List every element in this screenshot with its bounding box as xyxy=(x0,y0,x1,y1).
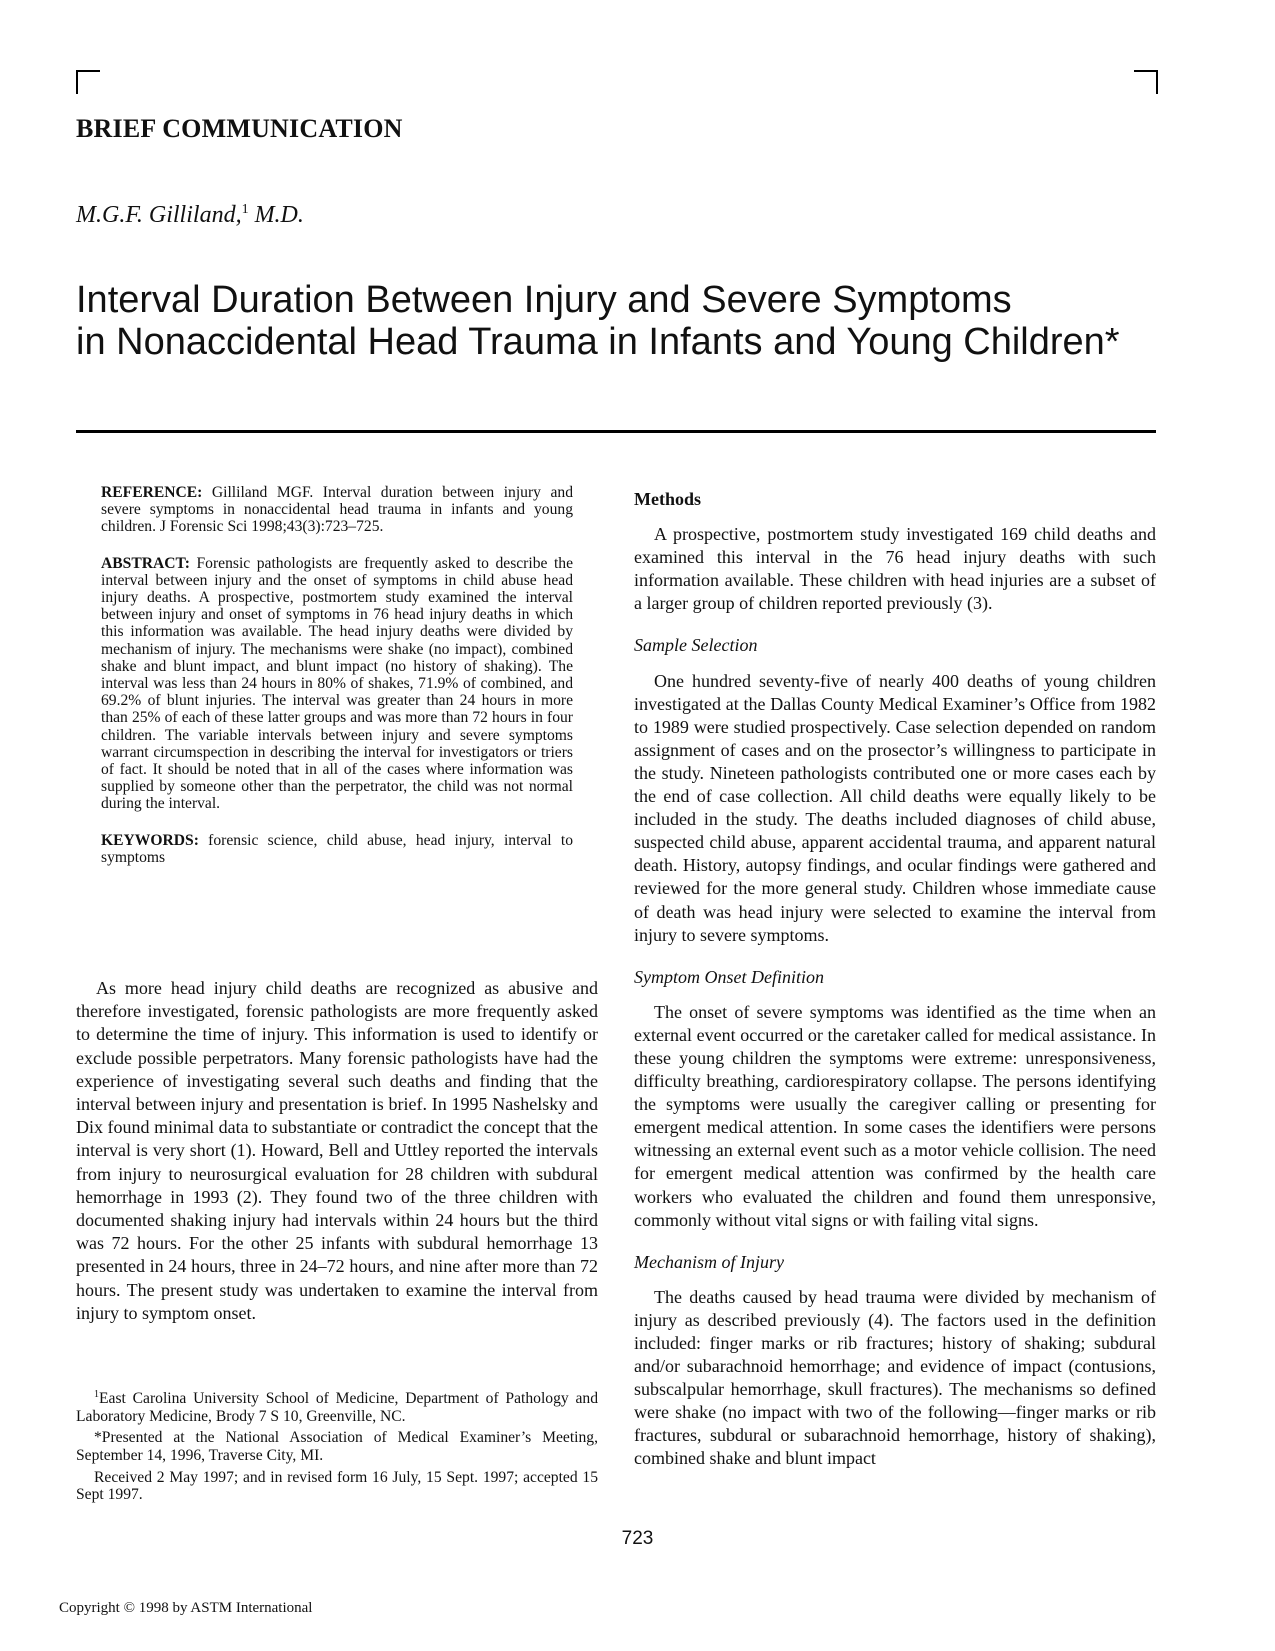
sample-selection-paragraph: One hundred seventy-five of nearly 400 deaths of young children investigated at the Dallas County Medical Examiner’s Office from 1982 to 1989 were studied prospectively. Case selection depended on random assignment of cases and on the prosector’s willingness to participate in the study. Nineteen pathologists contributed one or more cases each by the end of case collection. All child deaths were equally likely to be included in the study. The deaths included diagnoses of child abuse, suspected child abuse, apparent accidental trauma, and apparent natural death. History, autopsy findings, and ocular findings were gathered and reviewed for the more general study. Children whose immediate cause of death was head injury were selected to examine the interval from injury to severe symptoms. xyxy=(634,670,1156,945)
intro-paragraph: As more head injury child deaths are recognized as abusive and therefore investigated, forensic pathologists are more frequently asked to determine the time of injury. This information is used to identify or exclude possible perpetrators. Many forensic pathologists have had the experience of investigating several such deaths and finding that the interval between injury and presentation is brief. In 1995 Nashelsky and Dix found minimal data to substantiate or contradict the concept that the interval is very short (1). Howard, Bell and Uttley reported the intervals from injury to neurosurgical evaluation for 28 children with subdural hemorrhage in 1993 (2). They found two of the three children with documented shaking injury had intervals within 24 hours but the third was 72 hours. For the other 25 infants with subdural hemorrhage 13 presented in 24 hours, three in 24–72 hours, and nine after more than 72 hours. The present study was undertaken to examine the interval from injury to symptom onset. xyxy=(76,978,598,1323)
methods-heading: Methods xyxy=(634,489,701,509)
keywords-label: KEYWORDS: xyxy=(101,831,199,849)
abstract-block xyxy=(101,484,573,885)
footnote-affiliation-text: East Carolina University School of Medicine, Department of Pathology and Laboratory Medicine, Brody 7 S 10, Greenville, NC. xyxy=(76,1390,598,1425)
reference-label: REFERENCE: xyxy=(101,484,203,501)
title-line-2: in Nonaccidental Head Trauma in Infants and Young Children* xyxy=(76,321,1120,363)
keywords-paragraph xyxy=(101,832,573,866)
reference-text: Gilliland MGF. Interval duration between injury and severe symptoms in nonaccidental head trauma in infants and young children. J Forensic Sci 1998;43(3):723–725. xyxy=(101,484,573,536)
mechanism-paragraph: The deaths caused by head trauma were divided by mechanism of injury as described previously (4). The factors used in the definition included: finger marks or rib fractures; history of shaking; subdural and/or subarachnoid hemorrhage; and evidence of impact (contusions, subscalpular hemorrhage, skull fractures). The mechanisms so defined were shake (no impact with two of the following—finger marks or rib fractures, subdural or subarachnoid hemorrhage, history of shaking), combined shake and blunt impact xyxy=(634,1286,1156,1469)
mechanism-heading: Mechanism of Injury xyxy=(634,1251,784,1272)
abstract-paragraph xyxy=(101,555,573,813)
footnote-presented: *Presented at the National Association of Medical Examiner’s Meeting, September 14, 1996, Traverse City, MI. xyxy=(76,1429,598,1464)
author-line xyxy=(76,202,304,229)
footnote-marker: 1 xyxy=(94,1389,99,1400)
footnote-received: Received 2 May 1997; and in revised form 16 July, 15 Sept. 1997; accepted 15 Sept 1997. xyxy=(76,1468,598,1504)
crop-mark-top-right xyxy=(1134,70,1158,94)
title-rule xyxy=(76,430,1156,433)
page-number: 723 xyxy=(621,1528,654,1549)
sample-selection-heading: Sample Selection xyxy=(634,635,758,656)
title-line-1: Interval Duration Between Injury and Severe Symptoms xyxy=(76,279,1012,321)
footnote-affiliation xyxy=(76,1386,598,1425)
section-label: BRIEF COMMUNICATION xyxy=(76,114,403,143)
article-title xyxy=(76,279,1156,363)
abstract-label: ABSTRACT: xyxy=(101,554,190,572)
footnotes xyxy=(76,1386,598,1508)
symptom-onset-paragraph: The onset of severe symptoms was identified as the time when an external event occurred or the caretaker called for medical assistance. In these young children the symptoms were extreme: unresponsiveness, difficulty breathing, cardiorespiratory collapse. The persons identifying the symptoms were usually the caregiver calling or presenting for emergent medical attention. In some cases the identifiers were persons witnessing an external event such as a motor vehicle collision. The need for emergent medical attention was confirmed by the health care workers who evaluated the children and found them unresponsive, commonly without vital signs or with failing vital signs. xyxy=(634,1001,1156,1230)
reference-paragraph xyxy=(101,484,573,536)
keywords-text: forensic science, child abuse, head injury, interval to symptoms xyxy=(101,831,573,866)
crop-mark-top-left xyxy=(76,70,100,94)
introduction xyxy=(76,977,598,1325)
methods-intro-paragraph: A prospective, postmortem study investigated 169 child deaths and examined this interval in the 76 head injury deaths with such information available. These children with head injuries are a subset of a larger group of children reported previously (3). xyxy=(634,524,1156,614)
abstract-text: Forensic pathologists are frequently asked to describe the interval between injury and the onset of symptoms in child abuse head injury deaths. A prospective, postmortem study examined the interval between injury and onset of symptoms in 76 head injury deaths in which this information was available. The head injury deaths were divided by mechanism of injury. The mechanisms were shake (no impact), combined shake and blunt impact, and blunt impact (no history of shaking). The interval was less than 24 hours in 80% of shakes, 71.9% of combined, and 69.2% of blunt injuries. The interval was greater than 24 hours in more than 25% of each of these latter groups and was more than 72 hours in four children. The variable intervals between injury and severe symptoms warrant circumspection in describing the interval for investigators or triers of fact. It should be noted that in all of the cases where information was supplied by someone other than the perpetrator, the child was not normal during the interval. xyxy=(101,554,573,813)
copyright-notice: Copyright © 1998 by ASTM International xyxy=(59,1600,313,1616)
author-degree: M.D. xyxy=(248,202,304,228)
symptom-onset-heading: Symptom Onset Definition xyxy=(634,966,824,987)
author-name: M.G.F. Gilliland, xyxy=(76,202,242,228)
author-affiliation-marker: 1 xyxy=(241,202,249,217)
methods-column xyxy=(634,488,1156,1490)
